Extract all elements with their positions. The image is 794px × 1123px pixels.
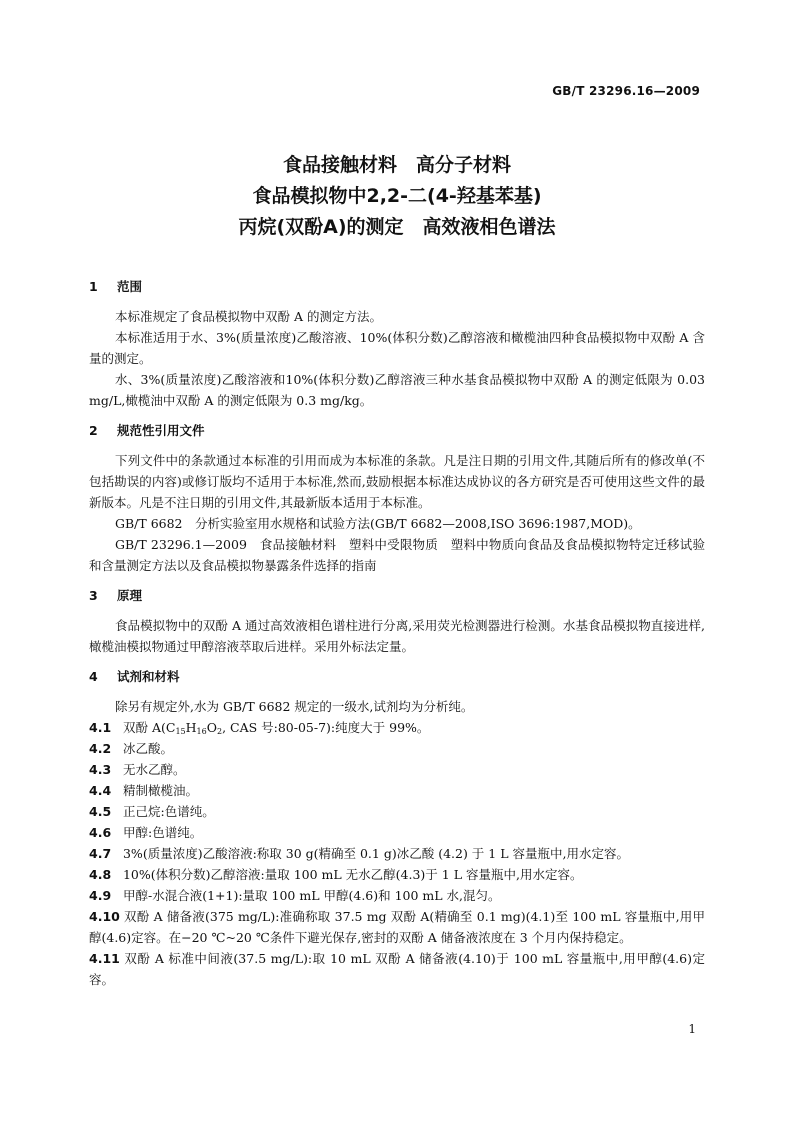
paragraph: 除另有规定外,水为 GB/T 6682 规定的一级水,试剂均为分析纯。	[115, 699, 474, 714]
paragraph: 食品模拟物中的双酚 A 通过高效液相色谱柱进行分离,采用荧光检测器进行检测。水基食品模拟物直接进样,橄榄油模拟物通过甲醇溶液萃取后进样。采用外标法定量。	[89, 618, 705, 654]
list-item	[89, 906, 705, 948]
item-text: 无水乙醇。	[122, 762, 186, 777]
paragraph: 本标准规定了食品模拟物中双酚 A 的测定方法。	[115, 309, 382, 324]
item-text: 甲醇-水混合液(1+1):量取 100 mL 甲醇(4.6)和 100 mL 水,混匀。	[122, 888, 501, 903]
item-number: 4.11	[89, 951, 120, 966]
section-heading-scope	[89, 276, 705, 297]
item-text: 双酚 A 储备液(375 mg/L):准确称取 37.5 mg 双酚 A(精确至 0.1 mg)(4.1)至 100 mL 容量瓶中,用甲醇(4.6)定容。在−20 ℃~20 ℃条件下避光保存,密封的双酚 A 储备液浓度在 3 个月内保持稳定。	[89, 909, 706, 945]
page-number: 1	[688, 1022, 696, 1036]
paragraph: 水、3%(质量浓度)乙酸溶液和10%(体积分数)乙醇溶液三种水基食品模拟物中双酚 A 的测定低限为 0.03 mg/L,橄榄油中双酚 A 的测定低限为 0.3 mg/kg。	[89, 372, 705, 408]
section-title: 规范性引用文件	[117, 423, 205, 438]
item-number: 4.2	[89, 741, 112, 756]
section-number: 3	[89, 588, 98, 603]
section-title: 原理	[117, 588, 143, 603]
section-title: 试剂和材料	[117, 669, 180, 684]
item-number: 4.1	[89, 720, 112, 735]
item-text-part: H	[185, 720, 197, 735]
subscript: 16	[196, 727, 207, 736]
document-body	[89, 276, 705, 990]
item-number: 4.3	[89, 762, 112, 777]
item-number: 4.10	[89, 909, 120, 924]
list-item	[89, 864, 705, 885]
item-number: 4.8	[89, 867, 112, 882]
section-heading-principle	[89, 585, 705, 606]
list-item	[89, 948, 705, 990]
list-item	[89, 759, 705, 780]
list-item	[89, 738, 705, 759]
item-text: 冰乙酸。	[122, 741, 173, 756]
list-item	[89, 780, 705, 801]
paragraph: 下列文件中的条款通过本标准的引用而成为本标准的条款。凡是注日期的引用文件,其随后所有的修改单(不包括勘误的内容)或修订版均不适用于本标准,然而,鼓励根据本标准达成协议的各方研究是否可使用这些文件的最新版本。凡是不注日期的引用文件,其最新版本适用于本标准。	[89, 453, 705, 510]
item-text: 精制橄榄油。	[122, 783, 198, 798]
item-text: 3%(质量浓度)乙酸溶液:称取 30 g(精确至 0.1 g)冰乙酸 (4.2) 于 1 L 容量瓶中,用水定容。	[122, 846, 629, 861]
list-item	[89, 885, 705, 906]
subscript: 2	[216, 727, 223, 736]
item-text: 甲醇:色谱纯。	[122, 825, 203, 840]
section-title: 范围	[117, 279, 143, 294]
title-line-1: 食品接触材料 高分子材料	[282, 154, 511, 176]
item-number: 4.4	[89, 783, 112, 798]
item-text: 正己烷:色谱纯。	[122, 804, 215, 819]
list-item	[89, 801, 705, 822]
section-number: 1	[89, 279, 98, 294]
list-item	[89, 822, 705, 843]
title-line-3: 丙烷(双酚A)的测定 高效液相色谱法	[238, 216, 556, 238]
title-line-2: 食品模拟物中2,2-二(4-羟基苯基)	[252, 185, 542, 207]
item-number: 4.5	[89, 804, 112, 819]
reference-item: GB/T 6682 分析实验室用水规格和试验方法(GB/T 6682—2008,ISO 3696:1987,MOD)。	[115, 516, 641, 531]
list-item	[89, 717, 705, 738]
item-number: 4.9	[89, 888, 112, 903]
item-number: 4.6	[89, 825, 112, 840]
paragraph: 本标准适用于水、3%(质量浓度)乙酸溶液、10%(体积分数)乙醇溶液和橄榄油四种食品模拟物中双酚 A 含量的测定。	[89, 330, 705, 366]
section-heading-normative-references	[89, 420, 705, 441]
document-title	[0, 150, 794, 243]
section-number: 4	[89, 669, 98, 684]
item-text-part: O	[206, 720, 217, 735]
item-text-part: , CAS 号:80-05-7):纯度大于 99%。	[222, 720, 430, 735]
reference-item: GB/T 23296.1—2009 食品接触材料 塑料中受限物质 塑料中物质向食品及食品模拟物特定迁移试验和含量测定方法以及食品模拟物暴露条件选择的指南	[89, 537, 705, 573]
standard-number: GB/T 23296.16—2009	[552, 84, 700, 98]
section-heading-reagents	[89, 666, 705, 687]
item-text: 双酚 A 标准中间液(37.5 mg/L):取 10 mL 双酚 A 储备液(4.10)于 100 mL 容量瓶中,用甲醇(4.6)定容。	[89, 951, 705, 987]
item-text: 10%(体积分数)乙醇溶液:量取 100 mL 无水乙醇(4.3)于 1 L 容量瓶中,用水定容。	[122, 867, 583, 882]
item-number: 4.7	[89, 846, 112, 861]
item-text-part: 双酚 A(C	[122, 720, 176, 735]
list-item	[89, 843, 705, 864]
subscript: 15	[175, 727, 186, 736]
section-number: 2	[89, 423, 98, 438]
